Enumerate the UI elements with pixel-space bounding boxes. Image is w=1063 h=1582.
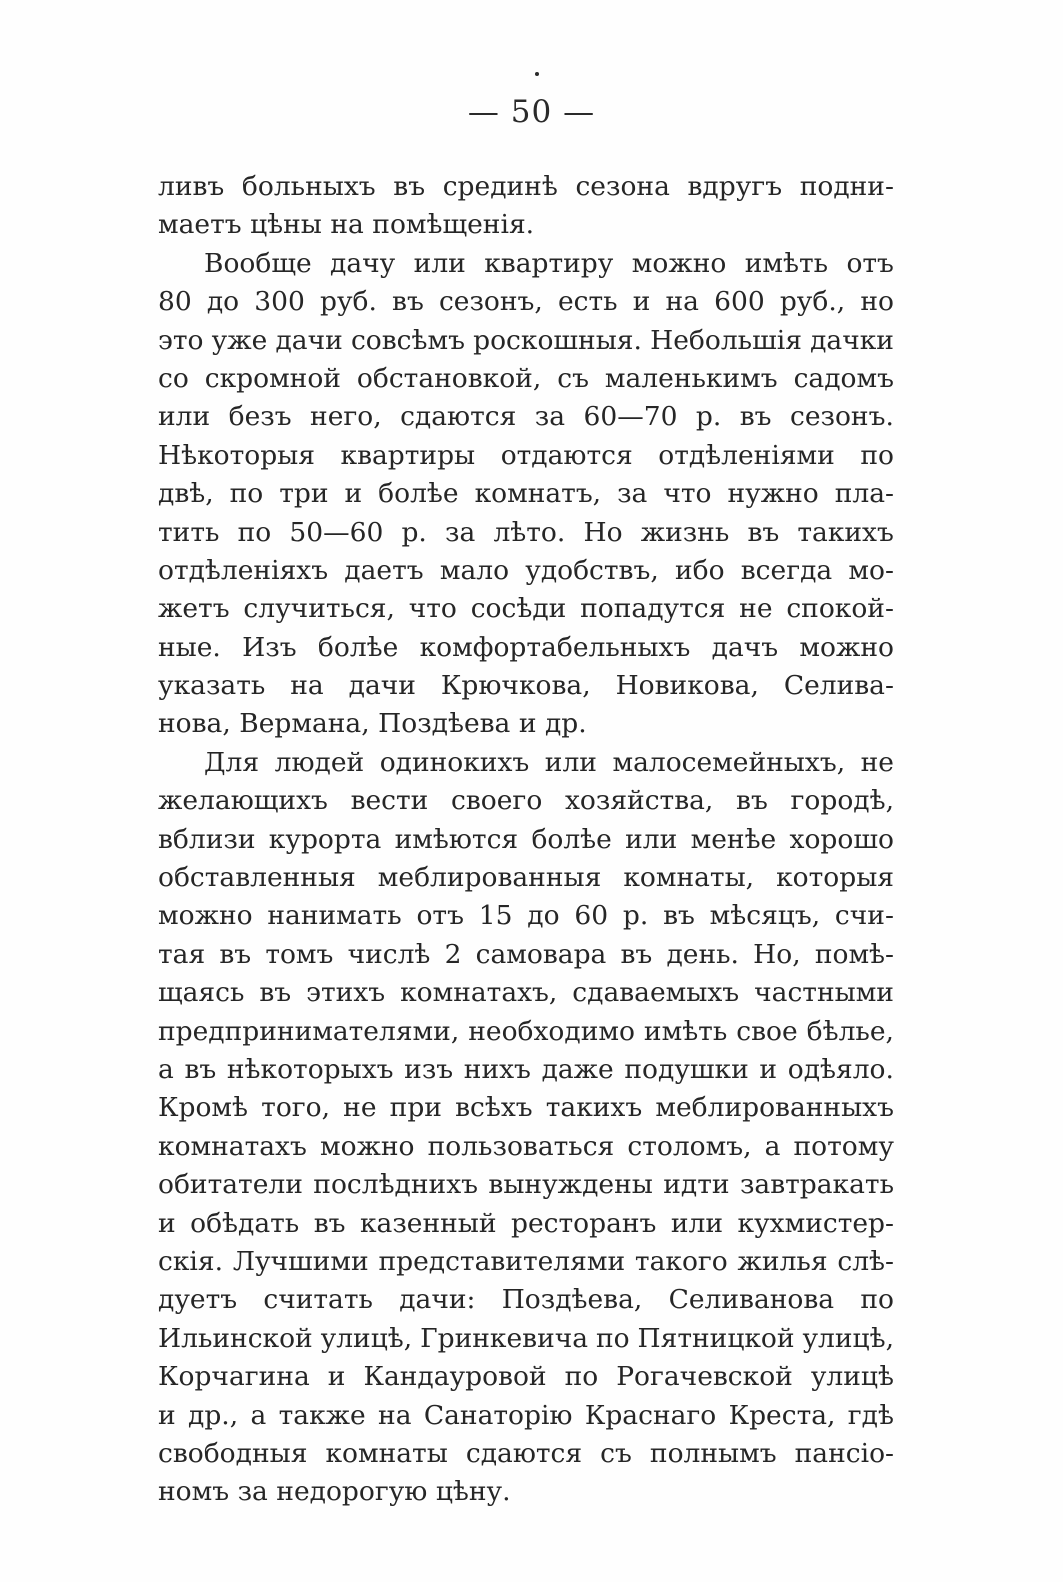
text-line: маетъ цѣны на помѣщенія. bbox=[158, 209, 535, 241]
text-line: скія. Лучшими представителями такого жилья слѣ- bbox=[158, 1245, 894, 1277]
text-line: Вообще дачу или квартиру можно имѣть отъ bbox=[204, 247, 894, 279]
ink-dot bbox=[535, 72, 539, 76]
text-line: или безъ него, сдаются за 60—70 р. въ сезонъ. bbox=[158, 401, 894, 433]
text-line: нова, Вермана, Поздѣева и др. bbox=[158, 708, 587, 740]
text-line: Корчагина и Кандауровой по Рогачевской улицѣ bbox=[158, 1361, 894, 1393]
text-line: отдѣленіяхъ даетъ мало удобствъ, ибо всегда мо- bbox=[158, 554, 894, 586]
text-line: указать на дачи Крючкова, Новикова, Селива- bbox=[158, 670, 894, 702]
paragraph bbox=[158, 168, 894, 245]
page-number: — 50 — bbox=[467, 94, 596, 130]
text-line: Кромѣ того, не при всѣхъ такихъ меблированныхъ bbox=[158, 1092, 894, 1124]
text-line: Для людей одинокихъ или малосемейныхъ, не bbox=[204, 746, 894, 778]
text-line: это уже дачи совсѣмъ роскошныя. Небольшія дачки bbox=[158, 324, 894, 356]
paragraph bbox=[158, 744, 894, 1512]
text-line: номъ за недорогую цѣну. bbox=[158, 1476, 511, 1508]
text-line: ливъ больныхъ въ срединѣ сезона вдругъ подни- bbox=[158, 171, 894, 202]
text-line: предпринимателями, необходимо имѣть свое бѣлье, bbox=[158, 1015, 894, 1047]
body-text bbox=[158, 168, 894, 1512]
text-line: и др., а также на Санаторію Краснаго Креста, гдѣ bbox=[158, 1399, 894, 1431]
text-line: обставленныя меблированныя комнаты, которыя bbox=[158, 862, 894, 894]
text-line: можно нанимать отъ 15 до 60 р. въ мѣсяцъ, счи- bbox=[158, 900, 894, 932]
text-line: вблизи курорта имѣются болѣе или менѣе хорошо bbox=[158, 823, 894, 855]
text-line: жетъ случиться, что сосѣди попадутся не спокой- bbox=[158, 593, 894, 625]
text-line: свободныя комнаты сдаются съ полнымъ пансіо- bbox=[158, 1437, 894, 1469]
text-line: Нѣкоторыя квартиры отдаются отдѣленіями по bbox=[158, 439, 894, 471]
text-line: желающихъ вести своего хозяйства, въ городѣ, bbox=[158, 785, 894, 817]
text-line: и обѣдать въ казенный ресторанъ или кухмистер- bbox=[158, 1207, 894, 1239]
text-line: а въ нѣкоторыхъ изъ нихъ даже подушки и одѣяло. bbox=[158, 1053, 894, 1085]
paragraph bbox=[158, 245, 894, 744]
text-line: щаясь въ этихъ комнатахъ, сдаваемыхъ частными bbox=[158, 977, 894, 1009]
text-line: комнатахъ можно пользоваться столомъ, а потому bbox=[158, 1130, 894, 1162]
text-line: 80 до 300 руб. въ сезонъ, есть и на 600 руб., но bbox=[158, 286, 894, 318]
text-line: дуетъ считать дачи: Поздѣева, Селиванова по bbox=[158, 1284, 894, 1316]
text-line: ные. Изъ болѣе комфортабельныхъ дачъ можно bbox=[158, 631, 894, 663]
text-line: со скромной обстановкой, съ маленькимъ садомъ bbox=[158, 362, 894, 394]
text-line: тить по 50—60 р. за лѣто. Но жизнь въ такихъ bbox=[158, 516, 894, 548]
text-line: Ильинской улицѣ, Гринкевича по Пятницкой улицѣ, bbox=[158, 1322, 894, 1354]
text-line: двѣ, по три и болѣе комнатъ, за что нужно пла- bbox=[158, 478, 894, 510]
text-line: тая въ томъ числѣ 2 самовара въ день. Но, помѣ- bbox=[158, 938, 894, 970]
text-line: обитатели послѣднихъ вынуждены идти завтракать bbox=[158, 1169, 894, 1201]
